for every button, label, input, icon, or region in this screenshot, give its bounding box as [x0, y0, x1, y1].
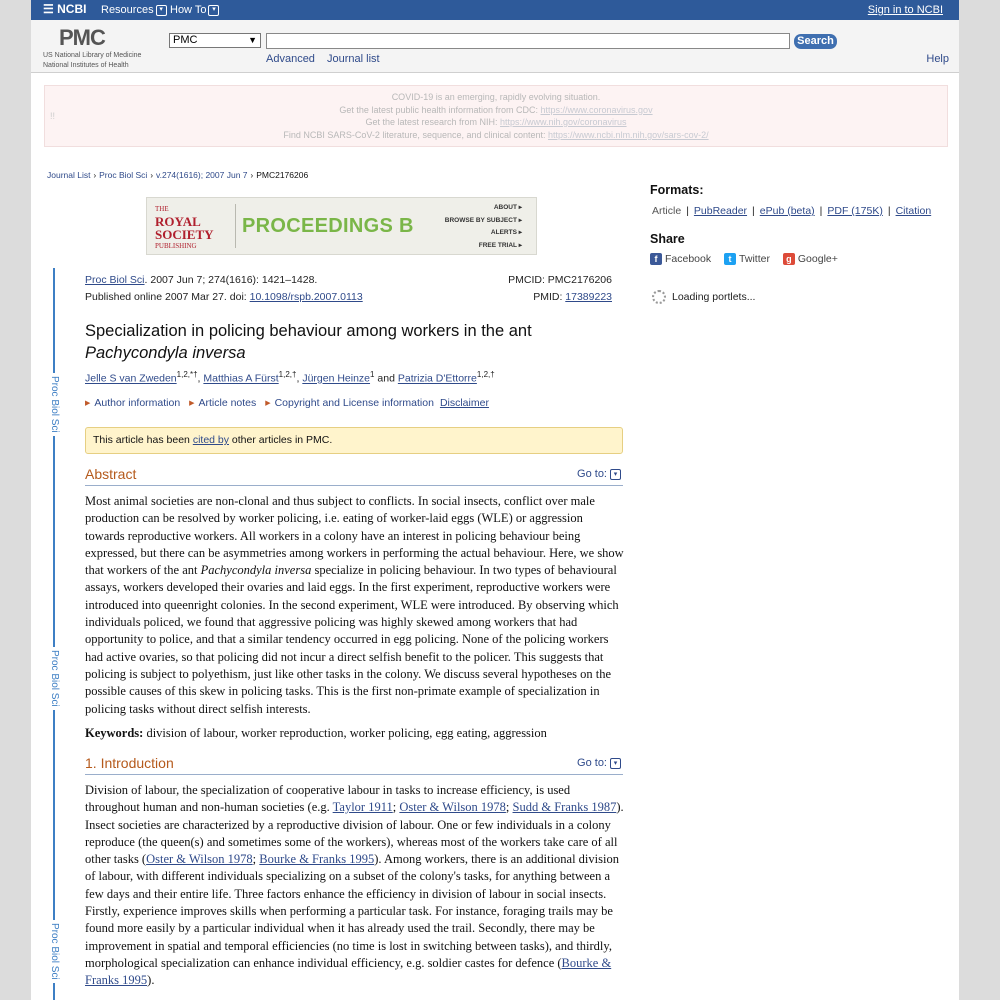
keywords: Keywords: division of labour, worker reproduction, worker policing, egg eating, aggression: [85, 726, 547, 740]
nih-link[interactable]: https://www.nih.gov/coronavirus: [500, 117, 627, 127]
chevron-down-icon: ▾: [610, 758, 621, 769]
browse-link[interactable]: BROWSE BY SUBJECT ▸: [444, 216, 522, 224]
share-twitter[interactable]: t Twitter: [724, 253, 770, 265]
cited-by-box: This article has been cited by other articles in PMC.: [85, 427, 623, 454]
alerts-link[interactable]: ALERTS ▸: [490, 229, 522, 236]
search-button[interactable]: Search: [794, 34, 837, 49]
loading-portlets: Loading portlets...: [652, 290, 755, 304]
formats-list: Article | PubReader | ePub (beta) | PDF (175K) | Citation: [652, 205, 932, 217]
howto-menu[interactable]: How To ▾: [170, 4, 219, 16]
breadcrumb-journal[interactable]: Proc Biol Sci: [99, 170, 148, 180]
formats-heading: Formats:: [650, 183, 704, 197]
reference-link[interactable]: Bourke & Franks 1995: [259, 852, 375, 867]
chevron-down-icon: ▾: [208, 5, 219, 16]
abstract-heading-bar: [85, 468, 623, 486]
resources-menu[interactable]: Resources ▾: [101, 4, 167, 16]
intro-text: Division of labour, the specialization of cooperative labour in tasks to increase efficiency, is used throughout human and non-human societies (e.g. Taylor 1911; Oster & Wilson 1978; Sudd & Franks 1987). Insect societies are characterized by a reproductive division of labour. One or few individuals in a colony reproduce (the queen(s) and sometimes some of the workers), whereas most of the workers take care of all other tasks (Oster & Wilson 1978; Bourke & Franks 1995). Among workers, there is an additional division of labour, with different individuals specializing on a subset of the colony's tasks, for anything between a few days and their entire life. Three factors enhance the efficiency in division of labour in social insects. Firstly, experience improves skills when performing a particular task. For instance, foraging trails may be found more easily by a particular individual when it has already used the trail. Secondly, there may be improvement in spatial and temporal efficiencies (no time is lost in switching between tasks), and thirdly, morphological specialization can enhance individual efficiency, e.g. soldier castes for defence (Bourke & Franks 1995).: [85, 783, 624, 988]
goto-menu[interactable]: Go to: ▾: [577, 757, 621, 769]
disclaimer-link[interactable]: Disclaimer: [439, 397, 489, 409]
chevron-right-icon: ›: [250, 171, 254, 180]
format-citation[interactable]: Citation: [895, 205, 932, 217]
pmcid: PMCID: PMC2176206: [508, 274, 612, 286]
author-link[interactable]: Matthias A Fürst: [203, 372, 279, 385]
doi-link[interactable]: 10.1098/rspb.2007.0113: [249, 291, 363, 303]
banner-icon: !!: [50, 111, 56, 121]
article-info-links: [85, 397, 495, 409]
breadcrumb-issue[interactable]: v.274(1616); 2007 Jun 7: [156, 170, 248, 180]
author-information-toggle[interactable]: Author information: [94, 397, 181, 409]
author-list: Jelle S van Zweden$^{1,2,*\dagger}$, Matthias A Fürst$^{1,2,\dagger}$, Jürgen Heinze$^1$ and Patrizia D'Ettorre$^{1,2,\dagger}$: [85, 370, 495, 385]
cited-by-link[interactable]: cited by: [192, 434, 229, 446]
royal-society-logo: THE ROYAL SOCIETY PUBLISHING: [155, 205, 214, 250]
free-trial-link[interactable]: FREE TRIAL ▸: [478, 241, 522, 249]
dropdown-arrow-icon: ▼: [248, 35, 257, 45]
ncbi-logo[interactable]: ☰ NCBI: [43, 2, 87, 16]
journal-name: PROCEEDINGS B: [242, 215, 414, 237]
breadcrumb: [47, 170, 308, 180]
pmc-logo[interactable]: PMC: [59, 25, 105, 50]
banner-divider: [235, 204, 236, 248]
format-pdf[interactable]: PDF (175K): [827, 205, 883, 217]
share-facebook[interactable]: f Facebook: [650, 253, 711, 265]
chevron-right-icon: ›: [93, 171, 97, 180]
reference-link[interactable]: Bourke & Franks 1995: [85, 955, 612, 988]
reference-link[interactable]: Oster & Wilson 1978: [146, 852, 253, 867]
abstract-heading: Abstract: [85, 466, 137, 482]
breadcrumb-current: PMC2176206: [256, 170, 309, 180]
identifiers-block: PMCID: PMC2176206 PMID: 17389223: [508, 274, 612, 303]
covid-banner: !! COVID-19 is an emerging, rapidly evolving situation. Get the latest public health information from CDC: https://www.coronavirus.gov Get the latest research from NIH: https://www.nih.gov/coronavirus Find NCBI SARS-CoV-2 literature, sequence, and clinical content: https://www.ncbi.nlm.nih.gov/sars-cov-2/: [44, 85, 948, 147]
ncbi-logo-icon: ☰: [43, 2, 54, 16]
expand-triangle-icon: ▶: [189, 400, 195, 408]
sign-in-link[interactable]: Sign in to NCBI: [867, 4, 943, 16]
intro-heading: 1. Introduction: [85, 755, 174, 771]
citation-block: Proc Biol Sci. 2007 Jun 7; 274(1616): 1421–1428. Published online 2007 Mar 27. doi: 10.1098/rspb.2007.0113: [85, 274, 363, 303]
nlm-text: US National Library of Medicine National Institutes of Health: [43, 52, 142, 69]
author-link[interactable]: Jürgen Heinze: [302, 372, 371, 385]
ncbi-top-bar: [31, 0, 959, 20]
journal-list-link[interactable]: Journal list: [327, 53, 380, 65]
twitter-icon: t: [724, 253, 736, 265]
search-input[interactable]: [266, 33, 790, 49]
chevron-right-icon: ›: [150, 171, 153, 180]
googleplus-icon: g: [783, 253, 795, 265]
goto-menu[interactable]: Go to: ▾: [577, 468, 621, 480]
reference-link[interactable]: Sudd & Franks 1987: [512, 800, 617, 815]
format-epub[interactable]: ePub (beta): [759, 205, 815, 217]
pmid-link[interactable]: 17389223: [565, 291, 612, 303]
advanced-search-link[interactable]: Advanced: [266, 53, 315, 65]
help-link[interactable]: Help: [926, 53, 949, 65]
pmc-header: [31, 20, 959, 73]
rail-label[interactable]: Proc Biol Sci: [48, 373, 60, 436]
article-notes-toggle[interactable]: Article notes: [198, 397, 257, 409]
sars-cov-2-link[interactable]: https://www.ncbi.nlm.nih.gov/sars-cov-2/: [548, 129, 709, 140]
author-link[interactable]: Jelle S van Zweden: [85, 372, 177, 385]
about-link[interactable]: ABOUT ▸: [493, 204, 522, 211]
journal-banner[interactable]: [146, 197, 537, 255]
share-heading: Share: [650, 232, 685, 246]
format-pubreader[interactable]: PubReader: [693, 205, 748, 217]
reference-link[interactable]: Taylor 1911: [332, 800, 393, 815]
rail-label[interactable]: Proc Biol Sci: [48, 920, 60, 983]
breadcrumb-journal-list[interactable]: Journal List: [47, 170, 91, 180]
author-link[interactable]: Patrizia D'Ettorre: [397, 372, 477, 385]
intro-heading-bar: [85, 757, 623, 775]
journal-rail: [49, 268, 60, 1000]
share-list: [650, 253, 848, 265]
journal-link[interactable]: Proc Biol Sci: [85, 274, 145, 286]
share-googleplus[interactable]: g Google+: [783, 253, 838, 265]
format-article: Article: [652, 205, 682, 217]
expand-triangle-icon: ▶: [265, 400, 271, 408]
journal-links: [445, 202, 522, 252]
facebook-icon: f: [650, 253, 662, 265]
spinner-icon: [652, 290, 666, 304]
database-select[interactable]: PMC ▼: [169, 33, 261, 48]
expand-triangle-icon: ▶: [85, 400, 91, 408]
reference-link[interactable]: Oster & Wilson 1978: [399, 800, 506, 815]
abstract-text: Most animal societies are non-clonal and thus subject to conflicts. In social insects, conflict over male production can be resolved by worker policing, i.e. eating of worker-laid eggs (WLE) or aggression towards reproductive workers. All workers in a colony have an interest in policing behaviour being expressed, but there can be asymmetries among workers in performing the actual behaviour. Here, we show that workers of the ant Pachycondyla inversa specialize in policing behaviour. In two types of behavioural assays, workers developed their ovaries and laid eggs. In the first experiment, reproductive workers were introduced into queenright colonies. In the second experiment, WLE were introduced. By observing which individuals policed, we found that aggressive policing was highly skewed among workers that had opportunity to police, and that a similar tendency occurred in egg policing. None of the policing workers had active ovaries, so that policing did not incur a direct selfish benefit to the policer. This suggests that policing is subject to polyethism, just like other tasks in the colony. We discuss several hypotheses on the possible causes of this skew in policing tasks. This is the first non-primate example of specialization in policing tasks without direct selfish interests.: [85, 494, 624, 716]
cdc-link[interactable]: https://www.coronavirus.gov: [540, 104, 653, 115]
copyright-toggle[interactable]: Copyright and License information: [274, 397, 434, 409]
article-title: Specialization in policing behaviour among workers in the ant Pachycondyla inversa: [85, 322, 532, 362]
chevron-down-icon: ▾: [610, 469, 621, 480]
chevron-down-icon: ▾: [156, 5, 167, 16]
rail-label[interactable]: Proc Biol Sci: [48, 647, 60, 710]
